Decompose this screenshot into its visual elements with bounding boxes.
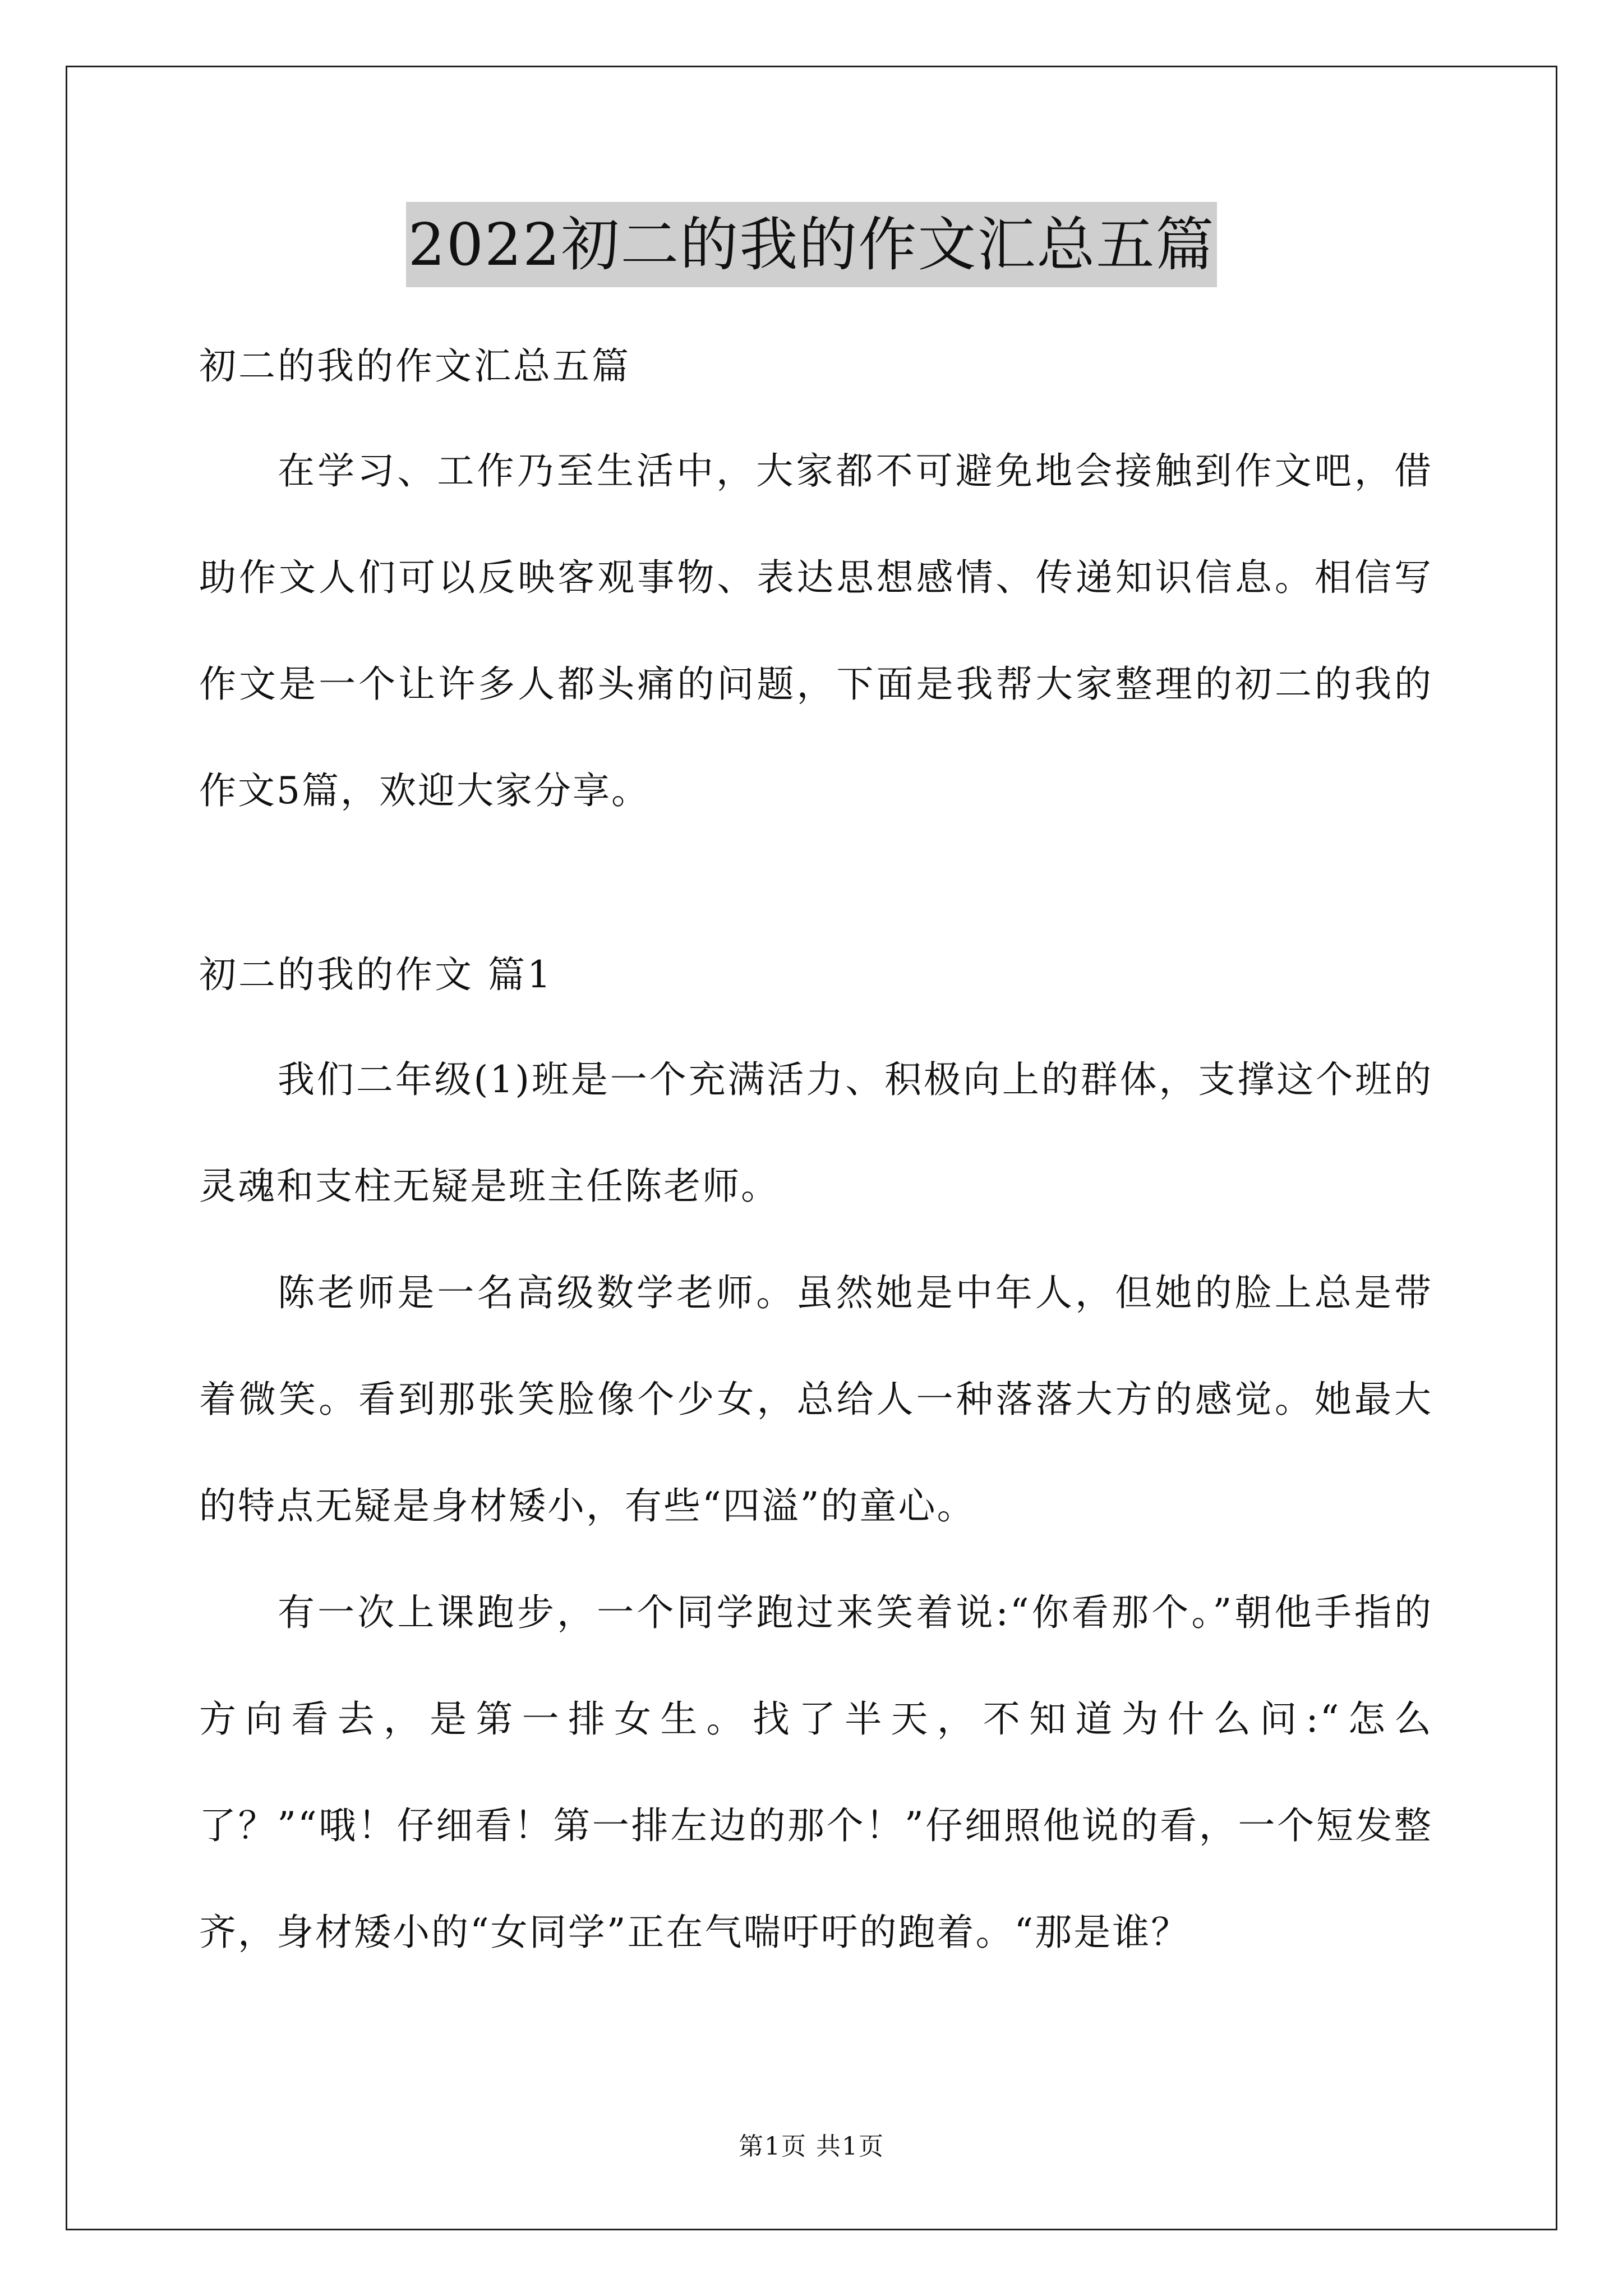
document-title: 2022初二的我的作文汇总五篇 (406, 202, 1218, 287)
body-paragraph: 陈老师是一名高级数学老师。虽然她是中年人，但她的脸上总是带着微笑。看到那张笑脸像个少女，总给人一种落落大方的感觉。她最大的特点无疑是身材矮小，有些“四溢”的童心。 (199, 1271, 1433, 1527)
body-paragraph: 我们二年级(1)班是一个充满活力、积极向上的群体，支撑这个班的灵魂和支柱无疑是班主任陈老师。 (199, 1058, 1433, 1208)
document-subtitle: 初二的我的作文汇总五篇 (199, 344, 631, 388)
section-spacer (199, 844, 1433, 923)
body-paragraph: 有一次上课跑步，一个同学跑过来笑着说:“你看那个。”朝他手指的方向看去，是第一排女生。找了半天，不知道为什么问:“怎么了？”“哦！仔细看！第一排左边的那个！”仔细照他说的看，一个短发整齐，身材矮小的“女同学”正在气喘吁吁的跑着。“那是谁？ (199, 1591, 1433, 1954)
document-body (199, 314, 1433, 1986)
page-footer: 第1页 共1页 (739, 2132, 884, 2161)
section-heading: 初二的我的作文 篇1 (199, 953, 553, 996)
intro-paragraph: 在学习、工作乃至生活中，大家都不可避免地会接触到作文吧，借助作文人们可以反映客观事物、表达思想感情、传递知识信息。相信写作文是一个让许多人都头痛的问题，下面是我帮大家整理的初二的我的作文5篇，欢迎大家分享。 (199, 449, 1433, 812)
title-wrap (0, 202, 1623, 287)
